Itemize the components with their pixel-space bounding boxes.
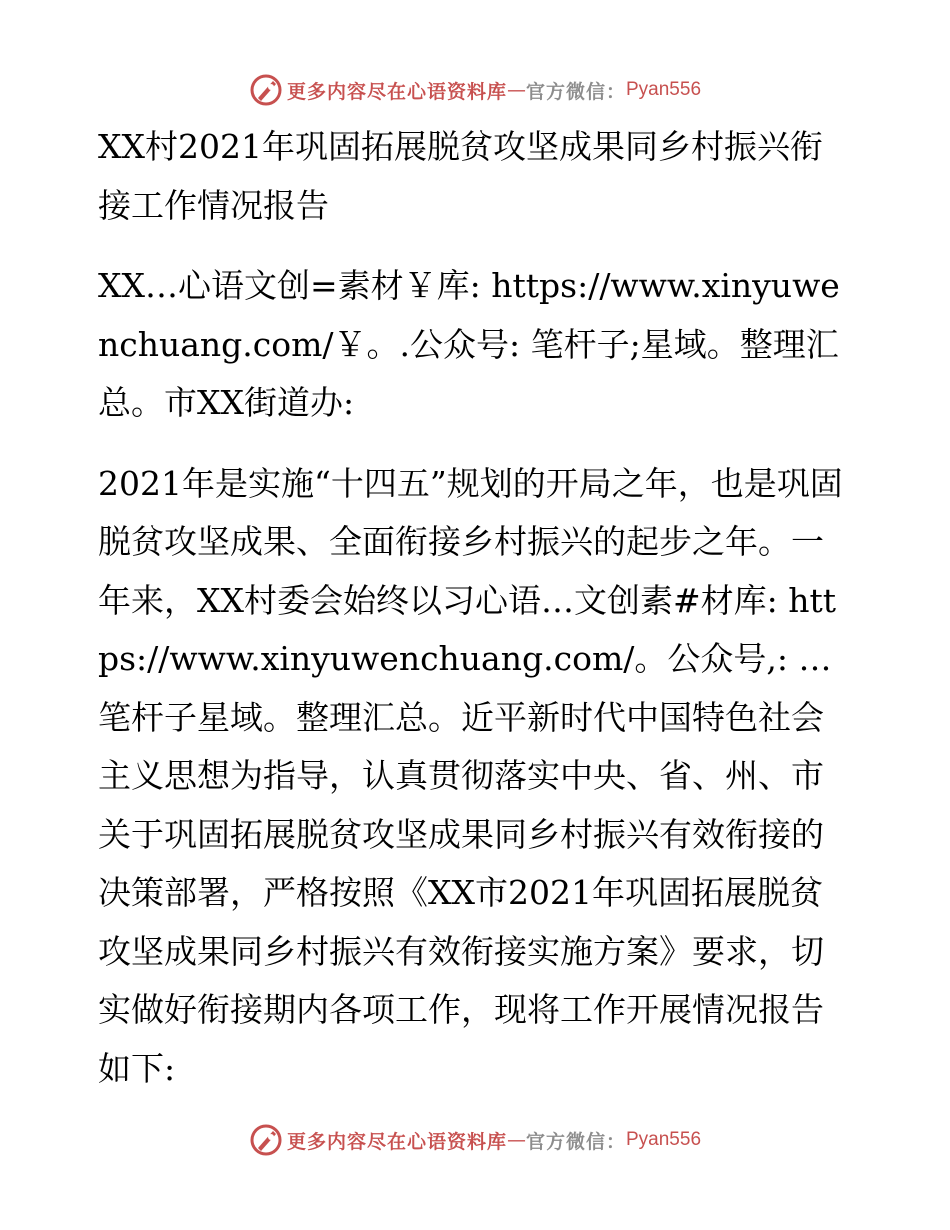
banner-dash: — xyxy=(506,79,526,101)
banner-brand: 更多内容尽在心语资料库 xyxy=(286,80,507,103)
document-source-line: XX…心语文创=素材￥库: https://www.xinyuwenchuang.com/￥。.公众号: 笔杆子;星域。整理汇总。市XX街道办: xyxy=(98,266,840,422)
banner-brand: 更多内容尽在心语资料库 xyxy=(286,1130,507,1153)
footer-banner xyxy=(0,1120,950,1160)
banner-official: 官方微信： xyxy=(525,80,626,103)
header-banner xyxy=(0,70,950,110)
document-title: XX村2021年巩固拓展脱贫攻坚成果同乡村振兴衔接工作情况报告 xyxy=(98,127,823,225)
xinyu-logo-icon xyxy=(249,73,283,107)
banner-dash: — xyxy=(506,1129,526,1151)
banner-wechat-id: Pyan556 xyxy=(626,1129,702,1150)
xinyu-logo-icon xyxy=(249,1123,283,1157)
document-body-paragraph: 2021年是实施“十四五”规划的开局之年，也是巩固脱贫攻坚成果、全面衔接乡村振兴的起步之年。一年来，XX村委会始终以习心语…文创素#材库: https://www.xinyuwenchuang.com/。公众号,: …笔杆子星域。整理汇总。近平新时代中国特色社会主义思想为指导，认真贯彻落实中央、省、州、市关于巩固拓展脱贫攻坚成果同乡村振兴有效衔接的决策部署，严格按照《XX市2021年巩固拓展脱贫攻坚成果同乡村振兴有效衔接实施方案》要求，切实做好衔接期内各项工作，现将工作开展情况报告如下: xyxy=(98,463,843,1088)
document-content xyxy=(98,118,850,1098)
banner-wechat-id: Pyan556 xyxy=(626,79,702,100)
banner-official: 官方微信： xyxy=(525,1130,626,1153)
